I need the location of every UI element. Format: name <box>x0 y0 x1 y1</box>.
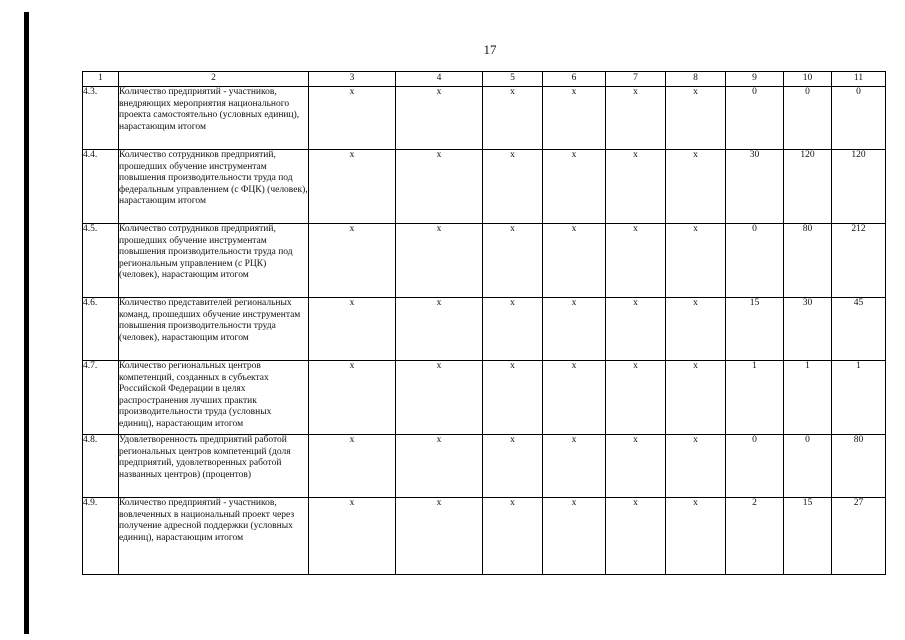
indicator-name: Количество предприятий - участников, вовлеченных в национальный проект через получение адресной поддержки (условных единиц), нарастающим итогом <box>119 498 309 575</box>
cell-col-6: х <box>543 87 606 150</box>
indicator-name: Количество сотрудников предприятий, прошедших обучение инструментам повышения производительности труда под региональным управлением (с РЦК) (человек), нарастающим итогом <box>119 224 309 298</box>
column-header-3: 3 <box>309 72 396 87</box>
row-number: 4.4. <box>83 150 119 224</box>
cell-col-3: х <box>309 87 396 150</box>
table-body <box>83 87 886 575</box>
cell-col-4: х <box>396 361 483 435</box>
cell-col-8: х <box>666 361 726 435</box>
cell-col-9: 30 <box>726 150 784 224</box>
column-header-11: 11 <box>832 72 886 87</box>
cell-col-9: 1 <box>726 361 784 435</box>
table-row <box>83 224 886 298</box>
binding-bar <box>24 12 29 634</box>
cell-col-7: х <box>606 87 666 150</box>
table-header <box>83 72 886 87</box>
column-header-1: 1 <box>83 72 119 87</box>
cell-col-10: 120 <box>784 150 832 224</box>
column-header-2: 2 <box>119 72 309 87</box>
cell-col-7: х <box>606 298 666 361</box>
cell-col-7: х <box>606 224 666 298</box>
cell-col-4: х <box>396 224 483 298</box>
cell-col-9: 2 <box>726 498 784 575</box>
indicator-name: Удовлетворенность предприятий работой региональных центров компетенций (доля предприятий, удовлетворенных работой названных центров) (процентов) <box>119 435 309 498</box>
cell-col-7: х <box>606 150 666 224</box>
cell-col-3: х <box>309 498 396 575</box>
column-header-10: 10 <box>784 72 832 87</box>
cell-col-8: х <box>666 298 726 361</box>
table-row <box>83 435 886 498</box>
page-number: 17 <box>483 42 497 57</box>
indicator-name: Количество региональных центров компетенций, созданных в субъектах Российской Федерации в целях распространения лучших практик производительности труда (условных единиц), нарастающим итогом <box>119 361 309 435</box>
cell-col-11: 80 <box>832 435 886 498</box>
column-header-8: 8 <box>666 72 726 87</box>
cell-col-9: 15 <box>726 298 784 361</box>
cell-col-10: 15 <box>784 498 832 575</box>
column-header-7: 7 <box>606 72 666 87</box>
cell-col-10: 0 <box>784 435 832 498</box>
column-header-9: 9 <box>726 72 784 87</box>
cell-col-9: 0 <box>726 435 784 498</box>
cell-col-11: 1 <box>832 361 886 435</box>
cell-col-3: х <box>309 150 396 224</box>
table-row <box>83 298 886 361</box>
cell-col-5: х <box>483 87 543 150</box>
indicator-name: Количество сотрудников предприятий, прошедших обучение инструментам повышения производительности труда под федеральным управлением (с ФЦК) (человек), нарастающим итогом <box>119 150 309 224</box>
cell-col-4: х <box>396 150 483 224</box>
cell-col-5: х <box>483 435 543 498</box>
indicators-table <box>82 71 886 575</box>
cell-col-10: 1 <box>784 361 832 435</box>
cell-col-8: х <box>666 435 726 498</box>
table-row <box>83 87 886 150</box>
cell-col-10: 80 <box>784 224 832 298</box>
row-number: 4.5. <box>83 224 119 298</box>
indicator-name: Количество представителей региональных команд, прошедших обучение инструментам повышения производительности труда (человек), нарастающим итогом <box>119 298 309 361</box>
cell-col-10: 0 <box>784 87 832 150</box>
cell-col-7: х <box>606 361 666 435</box>
cell-col-6: х <box>543 435 606 498</box>
column-header-4: 4 <box>396 72 483 87</box>
cell-col-4: х <box>396 298 483 361</box>
cell-col-11: 0 <box>832 87 886 150</box>
header-row <box>83 72 886 87</box>
table-row <box>83 361 886 435</box>
column-header-5: 5 <box>483 72 543 87</box>
cell-col-8: х <box>666 87 726 150</box>
cell-col-5: х <box>483 361 543 435</box>
cell-col-6: х <box>543 498 606 575</box>
cell-col-5: х <box>483 298 543 361</box>
cell-col-6: х <box>543 361 606 435</box>
cell-col-10: 30 <box>784 298 832 361</box>
cell-col-4: х <box>396 498 483 575</box>
cell-col-9: 0 <box>726 224 784 298</box>
cell-col-6: х <box>543 150 606 224</box>
cell-col-6: х <box>543 224 606 298</box>
indicator-name: Количество предприятий - участников, внедряющих мероприятия национального проекта самостоятельно (условных единиц), нарастающим итогом <box>119 87 309 150</box>
row-number: 4.7. <box>83 361 119 435</box>
row-number: 4.8. <box>83 435 119 498</box>
cell-col-6: х <box>543 298 606 361</box>
cell-col-7: х <box>606 498 666 575</box>
cell-col-5: х <box>483 498 543 575</box>
table-row <box>83 150 886 224</box>
table-row <box>83 498 886 575</box>
cell-col-11: 27 <box>832 498 886 575</box>
cell-col-3: х <box>309 435 396 498</box>
row-number: 4.9. <box>83 498 119 575</box>
cell-col-11: 120 <box>832 150 886 224</box>
cell-col-8: х <box>666 150 726 224</box>
cell-col-5: х <box>483 150 543 224</box>
cell-col-3: х <box>309 298 396 361</box>
cell-col-9: 0 <box>726 87 784 150</box>
cell-col-5: х <box>483 224 543 298</box>
cell-col-11: 45 <box>832 298 886 361</box>
row-number: 4.6. <box>83 298 119 361</box>
cell-col-11: 212 <box>832 224 886 298</box>
row-number: 4.3. <box>83 87 119 150</box>
cell-col-7: х <box>606 435 666 498</box>
cell-col-4: х <box>396 435 483 498</box>
cell-col-8: х <box>666 498 726 575</box>
cell-col-4: х <box>396 87 483 150</box>
cell-col-3: х <box>309 224 396 298</box>
cell-col-3: х <box>309 361 396 435</box>
cell-col-8: х <box>666 224 726 298</box>
column-header-6: 6 <box>543 72 606 87</box>
